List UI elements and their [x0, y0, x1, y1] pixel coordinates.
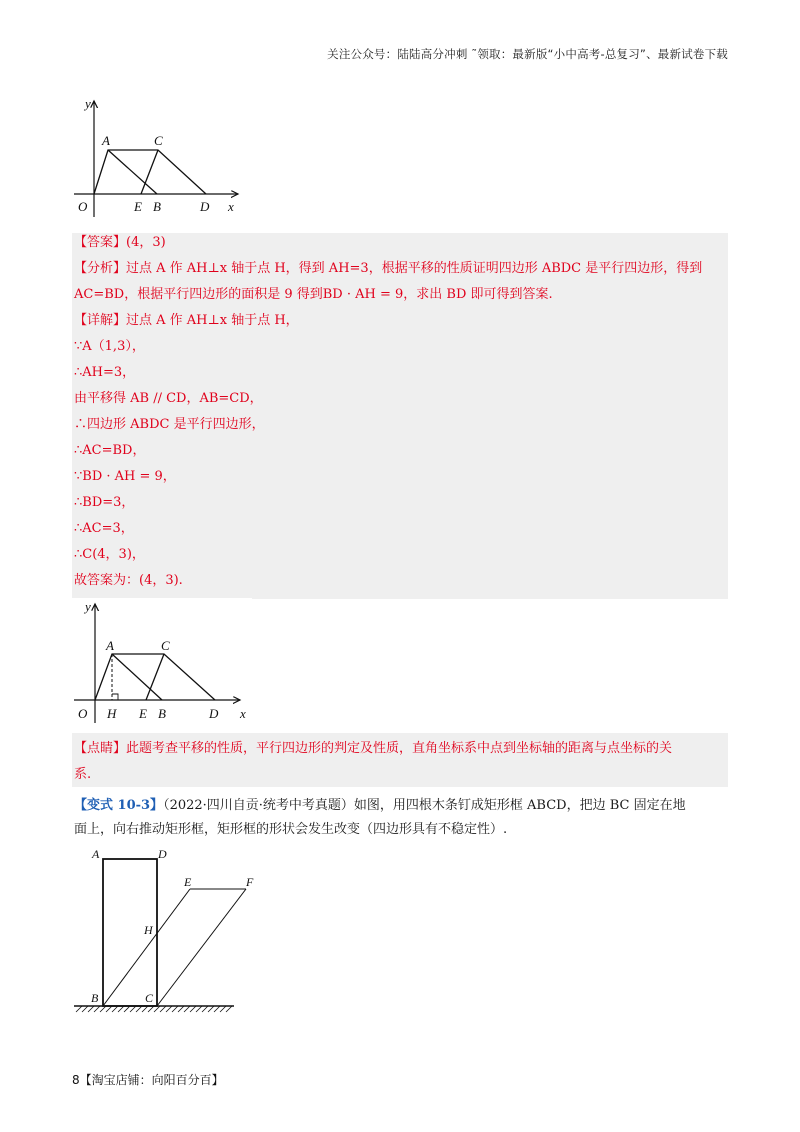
label-O: O — [78, 706, 88, 721]
figure-rectangle-frame — [72, 842, 262, 1017]
right-angle-mark — [112, 694, 118, 700]
label-D: D — [209, 706, 219, 721]
label-C: C — [154, 133, 163, 148]
variant-text-2: 面上，向右推动矩形框，矩形框的形状会发生改变（四边形具有不稳定性）. — [74, 822, 508, 837]
label-E: E — [139, 706, 147, 721]
variant-problem — [74, 794, 724, 842]
label-O: O — [78, 199, 88, 214]
analysis-line-1: 【分析】过点 A 作 AH⊥x 轴于点 H，得到 AH=3，根据平移的性质证明四边形 ABDC 是平行四边形，得到 — [74, 261, 703, 276]
label-D: D — [200, 199, 210, 214]
detail-line-6: ∴AC=BD， — [74, 443, 146, 458]
ground-hatching — [76, 1006, 232, 1012]
variant-tag: 【变式 10-3】 — [74, 798, 164, 813]
segment-CF — [157, 889, 246, 1006]
detail-line-1: 【详解】过点 A 作 AH⊥x 轴于点 H， — [74, 313, 299, 328]
detail-line-5: ∴四边形 ABDC 是平行四边形， — [74, 417, 265, 432]
label-E: E — [184, 875, 192, 889]
label-B: B — [153, 199, 161, 214]
analysis-line-2: AC=BD，根据平行四边形的面积是 9 得到BD · AH = 9，求出 BD 即可得到答案. — [74, 287, 553, 302]
detail-line-8: ∴BD=3， — [74, 495, 135, 510]
label-y: y — [85, 96, 91, 111]
detail-line-2: ∵A（1,3）， — [74, 339, 145, 354]
label-A: A — [106, 638, 114, 653]
page-header: 关注公众号：陆陆高分冲刺 ˜领取：最新版“小中高考-总复习”、最新试卷下载 — [327, 47, 728, 61]
figure-parallelogram-1 — [72, 95, 252, 220]
label-x: x — [228, 199, 234, 214]
segment-BE — [103, 889, 190, 1006]
label-y: y — [85, 599, 91, 614]
page-footer: 8【淘宝店铺：向阳百分百】 — [72, 1073, 224, 1087]
comment-line-1: 【点睛】此题考查平移的性质，平行四边形的判定及性质，直角坐标系中点到坐标轴的距离与点坐标的关 — [74, 741, 673, 756]
variant-text-1: （2022·四川自贡·统考中考真题）如图，用四根木条钉成矩形框 ABCD，把边 BC 固定在地 — [163, 798, 686, 813]
label-B: B — [91, 991, 99, 1005]
label-A: A — [102, 133, 110, 148]
label-D: D — [158, 847, 167, 861]
detail-line-7: ∵BD · AH = 9， — [74, 469, 176, 484]
label-x: x — [240, 706, 246, 721]
label-C: C — [145, 991, 154, 1005]
figure-parallelogram-2 — [72, 598, 252, 726]
comment-line-2: 系. — [74, 767, 92, 782]
detail-line-10: ∴C(4，3)， — [74, 547, 145, 562]
variant-line-1 — [74, 794, 724, 818]
detail-line-3: ∴AH=3， — [74, 365, 136, 380]
label-F: F — [246, 875, 254, 889]
label-A: A — [92, 847, 100, 861]
label-C: C — [161, 638, 170, 653]
label-H: H — [144, 923, 153, 937]
detail-line-9: ∴AC=3， — [74, 521, 134, 536]
answer-line-1: 【答案】(4，3) — [74, 235, 166, 250]
detail-line-11: 故答案为：(4，3). — [74, 573, 183, 588]
detail-line-4: 由平移得 AB // CD，AB=CD， — [74, 391, 263, 406]
label-B: B — [158, 706, 166, 721]
label-H: H — [107, 706, 117, 721]
label-E: E — [134, 199, 142, 214]
